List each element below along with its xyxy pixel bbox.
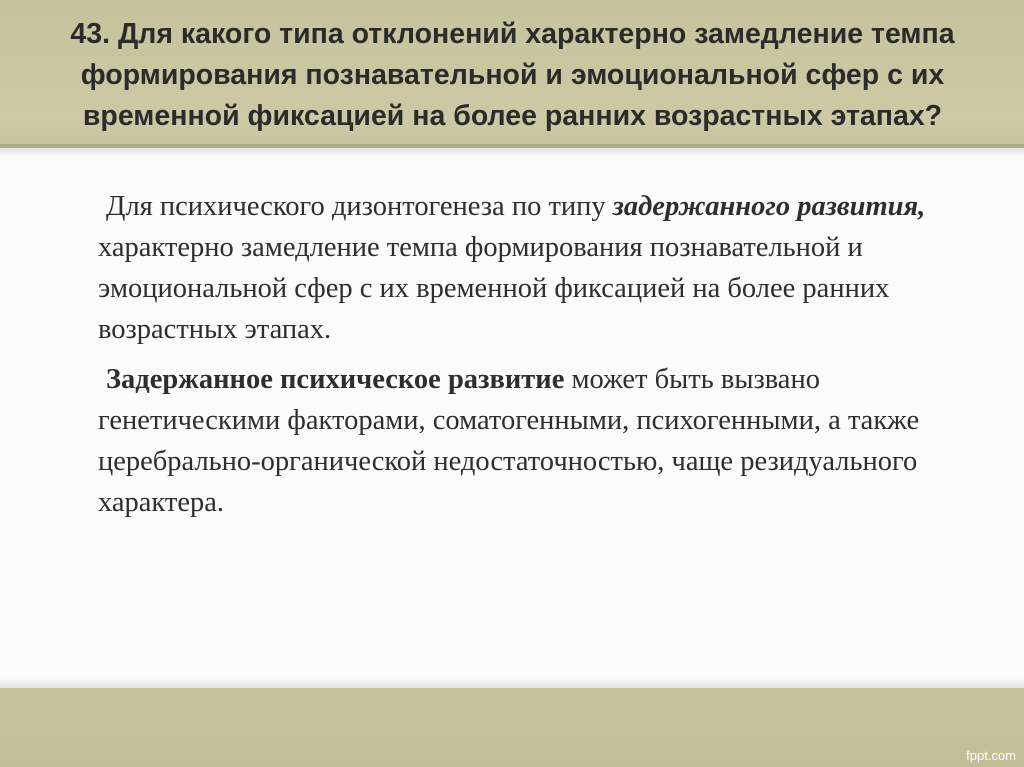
slide-body bbox=[98, 186, 978, 532]
footer-band bbox=[0, 688, 1024, 767]
paragraph-2 bbox=[98, 359, 978, 523]
slide-title: 43. Для какого типа отклонений характерно замедление темпа формирования познавательной и эмоциональной сфер с их временной фиксацией на более ранних возрастных этапах? bbox=[70, 18, 955, 132]
paragraph-2-emphasis: Задержанное психическое развитие bbox=[106, 364, 565, 395]
title-band bbox=[0, 0, 1024, 148]
footer-band-shadow bbox=[0, 678, 1024, 688]
title-band-shadow bbox=[0, 144, 1024, 156]
paragraph-2-rest: может быть вызвано генетическими факторами, соматогенными, психогенными, а также церебрально-органической недостаточностью, чаще резидуального характера. bbox=[98, 364, 920, 518]
paragraph-1-lead: Для психического дизонтогенеза по типу bbox=[106, 191, 613, 222]
watermark: fppt.com bbox=[966, 748, 1016, 763]
paragraph-1-emphasis: задержанного развития, bbox=[612, 191, 926, 222]
paragraph-1 bbox=[98, 186, 978, 350]
paragraph-1-rest: характерно замедление темпа формирования познавательной и эмоциональной сфер с их временной фиксацией на более ранних возрастных этапах. bbox=[98, 232, 890, 345]
